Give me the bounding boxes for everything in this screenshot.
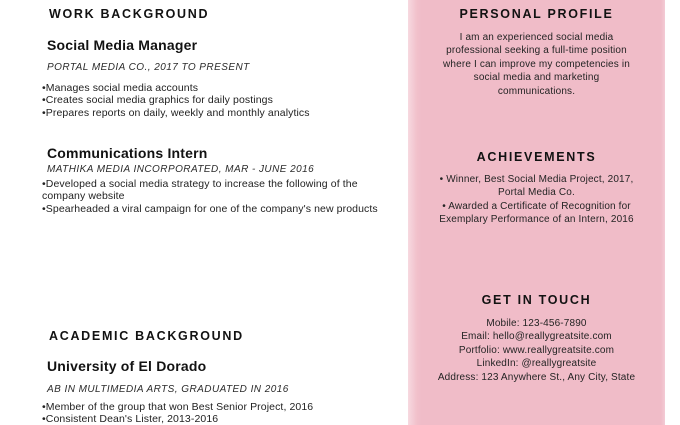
profile-line: social media and marketing — [473, 72, 600, 84]
profile-line: where I can improve my competencies in — [443, 58, 630, 70]
contact-portfolio: Portfolio: www.reallygreatsite.com — [458, 344, 615, 356]
job-title-communications-intern: Communications Intern — [47, 145, 208, 161]
contact-email: Email: hello@reallygreatsite.com — [461, 331, 612, 343]
profile-line: I am an experienced social media — [459, 32, 614, 43]
school-name: University of El Dorado — [47, 358, 207, 374]
work-background-heading: WORK BACKGROUND — [49, 7, 210, 21]
bullet-item: • Spearheaded a viral campaign for one of the company's new products — [42, 203, 400, 215]
profile-line: communications. — [497, 85, 576, 97]
get-in-touch-heading: GET IN TOUCH — [481, 293, 592, 307]
job-title-social-media-manager: Social Media Manager — [47, 37, 198, 53]
bullet-item: • Developed a social media strategy to increase the following of the company website — [42, 178, 400, 203]
achievements-list — [408, 173, 665, 227]
achievements-heading: ACHIEVEMENTS — [476, 150, 597, 164]
degree-line: AB IN MULTIMEDIA ARTS, GRADUATED IN 2016 — [47, 384, 289, 395]
bullet-item: • Member of the group that won Best Senior Project, 2016 — [42, 401, 400, 413]
bullet-item: • Manages social media accounts — [42, 82, 400, 94]
contact-mobile: Mobile: 123-456-7890 — [486, 318, 587, 329]
bullet-item: • Consistent Dean's Lister, 2013-2016 — [42, 413, 400, 425]
achievement-line: Exemplary Performance of an Intern, 2016 — [439, 214, 634, 226]
job-bullets-2 — [42, 178, 400, 215]
bullet-item: • Creates social media graphics for daily postings — [42, 94, 400, 106]
profile-line: professional seeking a full-time position — [446, 45, 627, 57]
achievement-line: • Winner, Best Social Media Project, 2017, — [439, 174, 634, 185]
contact-linkedin: LinkedIn: @reallygreatsite — [476, 358, 597, 370]
bullet-item: • Prepares reports on daily, weekly and monthly analytics — [42, 107, 400, 119]
contact-address: Address: 123 Anywhere St., Any City, State — [437, 371, 636, 383]
academic-bullets — [42, 401, 400, 425]
job-company-mathika-media: MATHIKA MEDIA INCORPORATED, MAR - JUNE 2016 — [47, 164, 315, 175]
personal-profile-text — [408, 31, 665, 98]
achievement-line: • Awarded a Certificate of Recognition for — [442, 200, 631, 212]
job-bullets-1 — [42, 82, 400, 119]
job-company-portal-media: PORTAL MEDIA CO., 2017 TO PRESENT — [47, 62, 250, 73]
achievement-line: Portal Media Co. — [498, 187, 575, 199]
personal-profile-heading: PERSONAL PROFILE — [459, 7, 614, 21]
contact-list — [408, 317, 665, 384]
academic-background-heading: ACADEMIC BACKGROUND — [49, 329, 244, 343]
